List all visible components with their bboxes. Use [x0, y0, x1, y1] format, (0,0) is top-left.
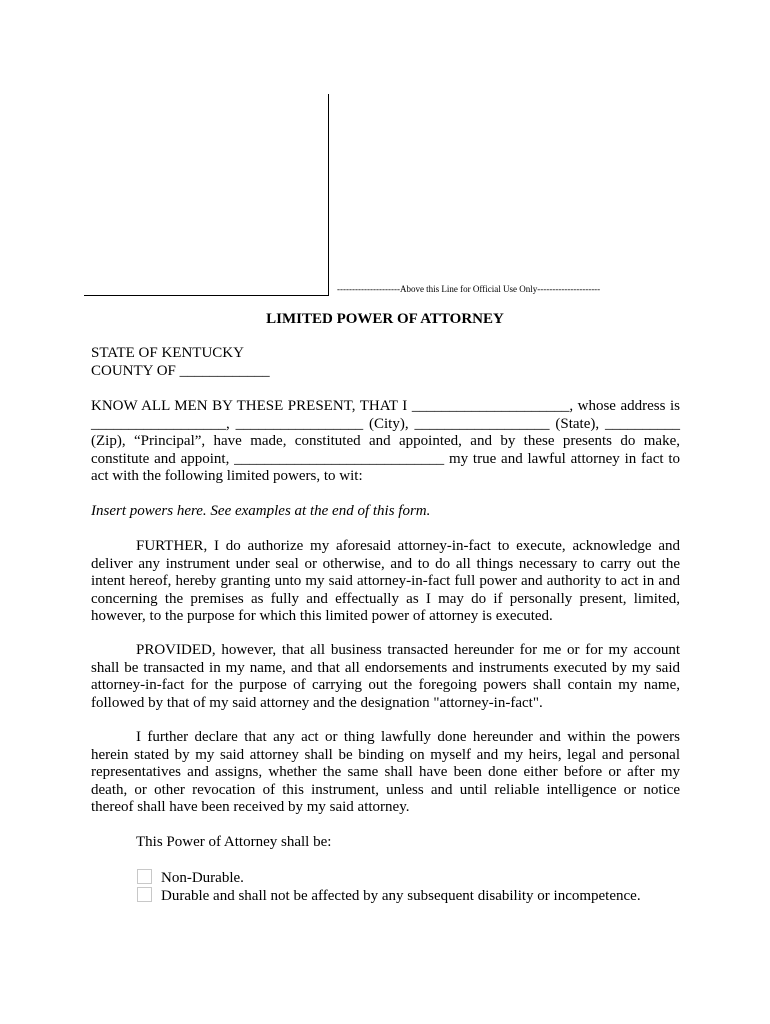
- know-all-paragraph: KNOW ALL MEN BY THESE PRESENT, THAT I _____________________, whose address is __________________, _________________ (City), __________________ (State), __________ (Zip), “Principal”, have made, constituted and appointed, and by these presents do make, constitute and appoint, ____________________________ my true and lawful attorney in fact to act with the following limited powers, to wit:: [91, 398, 680, 484]
- durable-checkbox[interactable]: [137, 887, 152, 902]
- shall-be-line: This Power of Attorney shall be:: [136, 834, 332, 850]
- county-line: COUNTY OF ____________: [91, 362, 270, 379]
- official-use-vertical-line: [328, 94, 329, 296]
- state-line: STATE OF KENTUCKY: [91, 345, 244, 361]
- further-paragraph: FURTHER, I do authorize my aforesaid attorney-in-fact to execute, acknowledge and deliver any instrument under seal or otherwise, and to do all things necessary to carry out the intent hereof, hereby granting unto my said attorney-in-fact full power and authority to act in and concerning the premises as fully and effectually as I may do if personally present, limited, however, to the purpose for which this limited power of attorney is executed.: [91, 538, 680, 624]
- provided-paragraph: PROVIDED, however, that all business transacted hereunder for me or for my account shall be transacted in my name, and that all endorsements and instruments executed by my said attorney-in-fact for the purpose of carrying out the foregoing powers shall contain my name, followed by that of my said attorney and the designation "attorney-in-fact".: [91, 642, 680, 711]
- insert-powers-note: Insert powers here. See examples at the end of this form.: [91, 503, 431, 519]
- official-use-horizontal-line: [84, 295, 328, 296]
- non-durable-checkbox[interactable]: [137, 869, 152, 884]
- venue-block: [91, 345, 680, 380]
- non-durable-option[interactable]: [137, 869, 244, 888]
- durable-label: Durable and shall not be affected by any subsequent disability or incompetence.: [161, 888, 641, 904]
- official-use-label: ---------------------Above this Line for Official Use Only---------------------: [337, 284, 601, 294]
- non-durable-label: Non-Durable.: [161, 870, 244, 886]
- document-title: LIMITED POWER OF ATTORNEY: [266, 311, 504, 327]
- declare-paragraph: I further declare that any act or thing lawfully done hereunder and within the powers herein stated by my said attorney shall be binding on myself and my heirs, legal and personal representatives and assigns, whether the same shall have been done either before or after my death, or other revocation of this instrument, unless and until reliable intelligence or notice thereof shall have been received by my said attorney.: [91, 729, 680, 815]
- durable-option[interactable]: [137, 887, 641, 906]
